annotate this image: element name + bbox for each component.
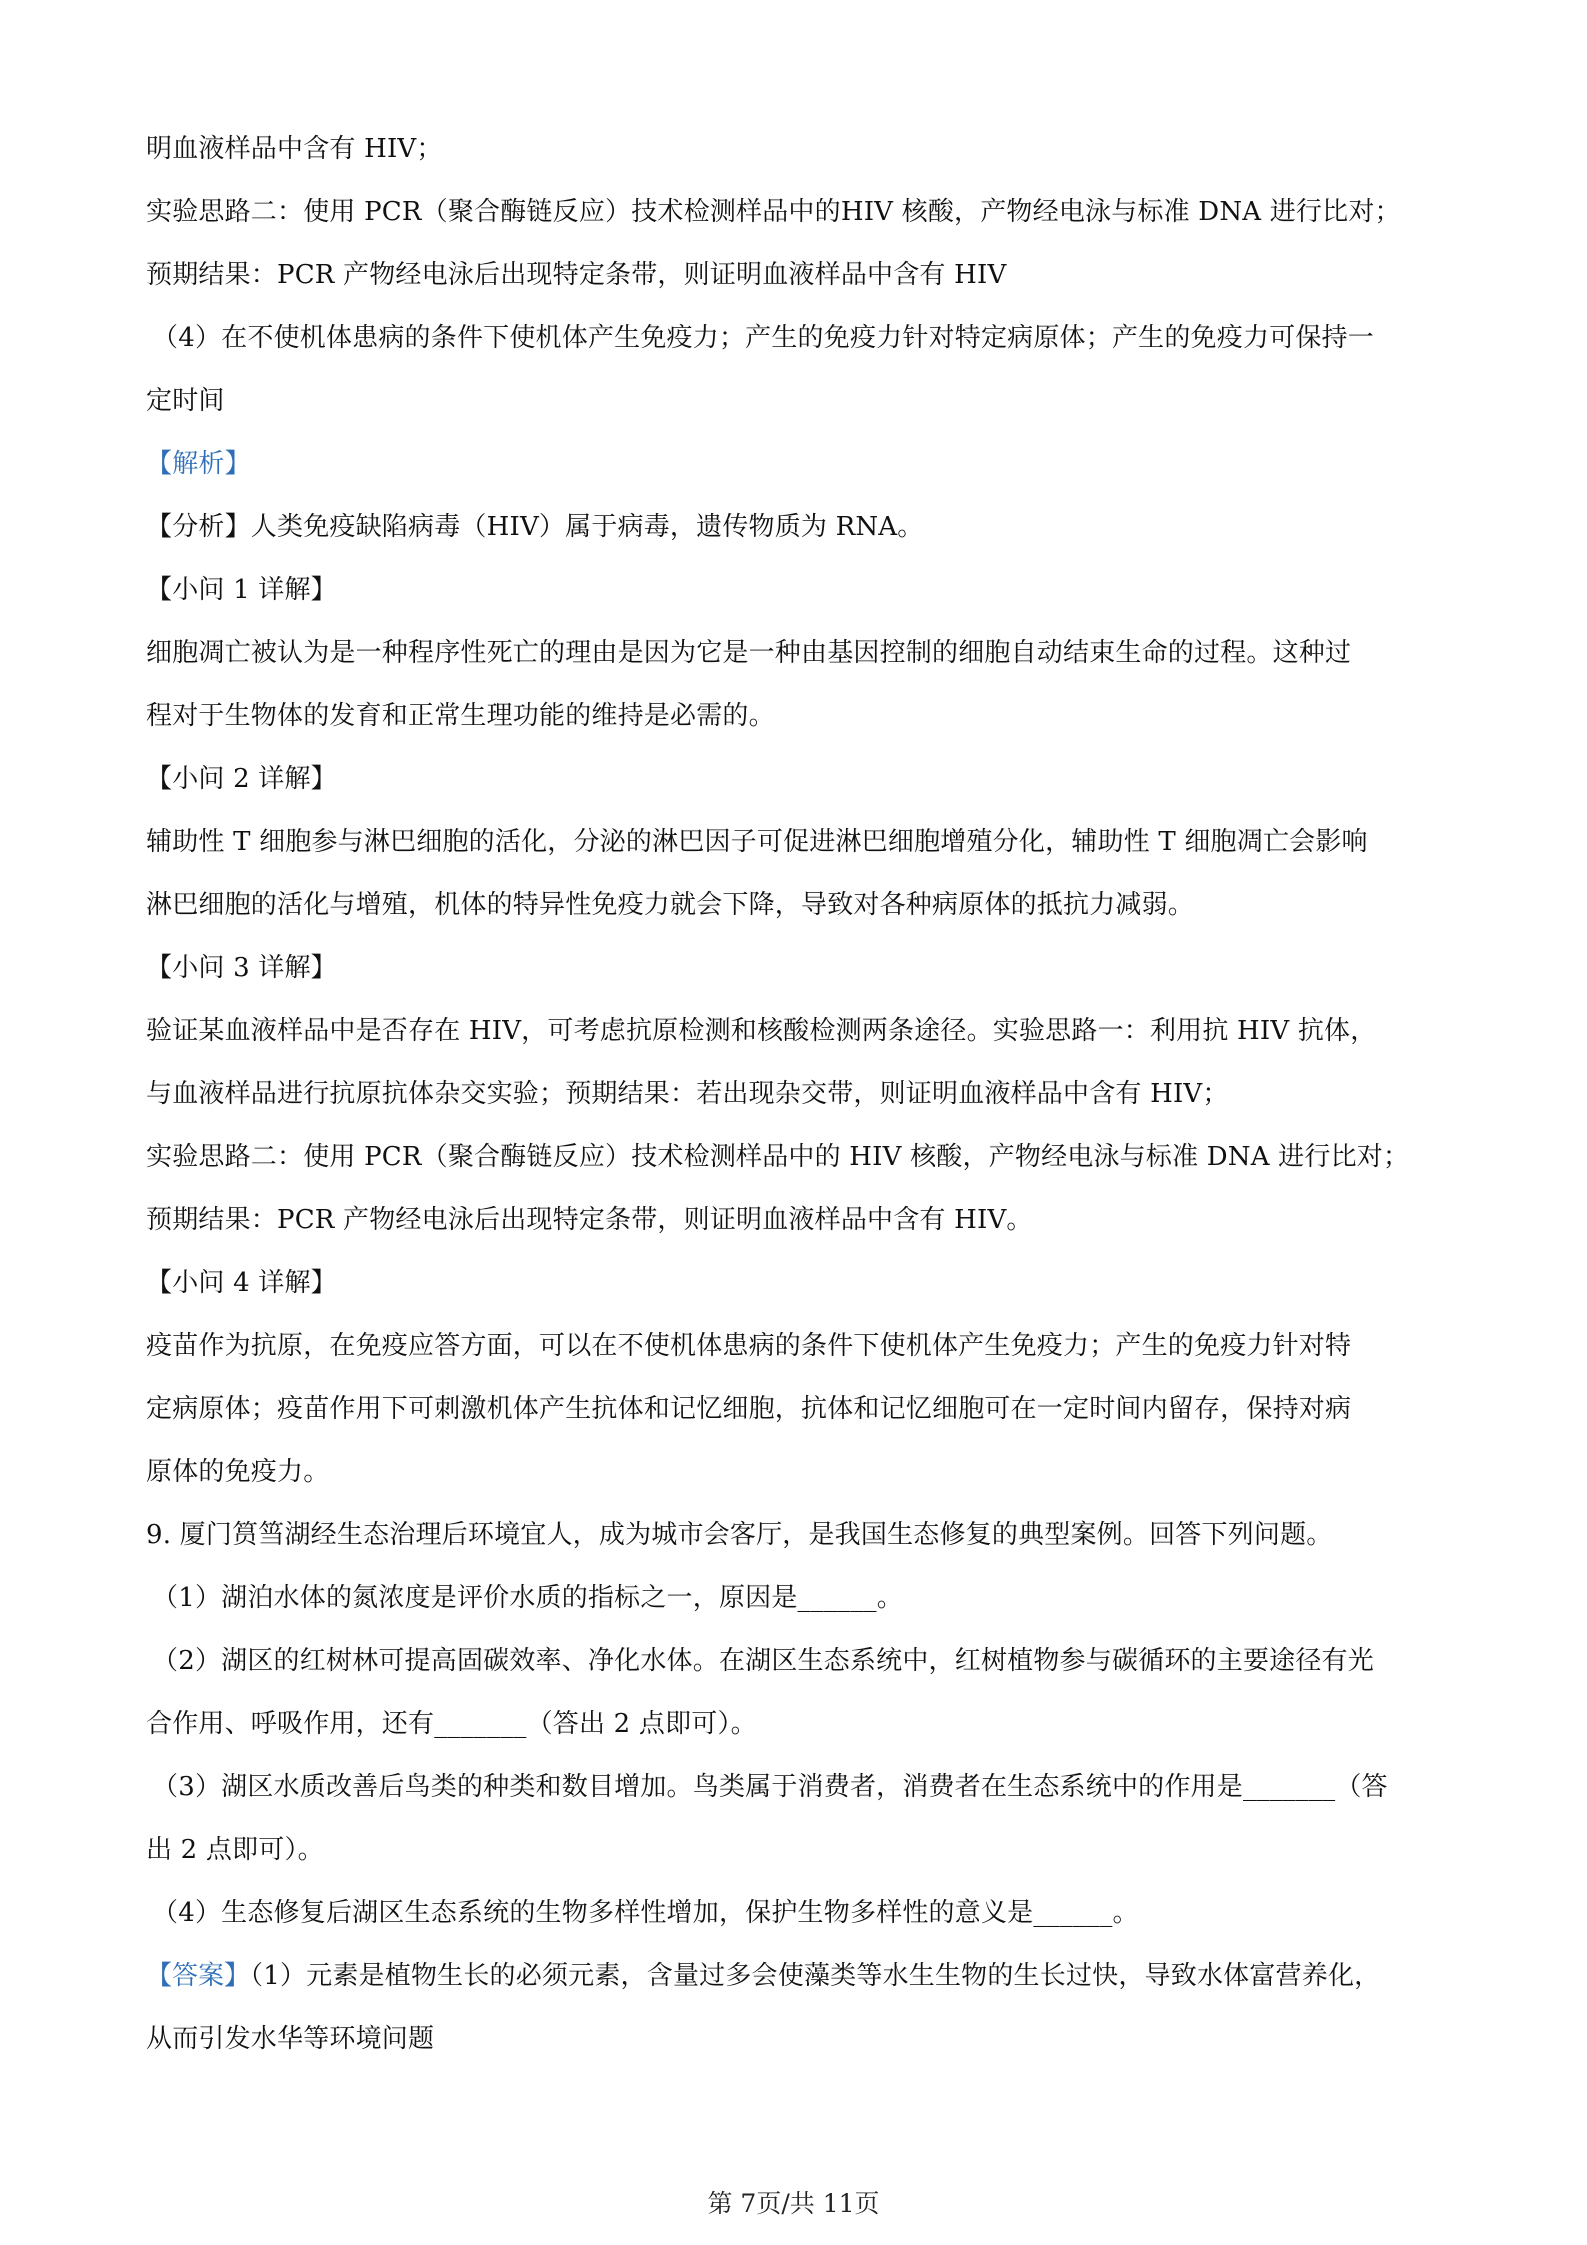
text-line: 定时间	[146, 386, 225, 416]
subquestion-1-heading: 【小问 1 详解】	[146, 575, 337, 605]
question-9-part-4: （4）生态修复后湖区生态系统的生物多样性增加，保护生物多样性的意义是______。	[152, 1898, 1139, 1928]
text-line: （4）在不使机体患病的条件下使机体产生免疫力；产生的免疫力针对特定病原体；产生的免疫力可保持一	[152, 323, 1374, 353]
text-line: 验证某血液样品中是否存在 HIV，可考虑抗原检测和核酸检测两条途径。实验思路一：利用抗 HIV 抗体，	[146, 1016, 1377, 1046]
text-line: 明血液样品中含有 HIV；	[146, 134, 443, 164]
analysis-heading: 【解析】	[146, 449, 251, 479]
text-line: 预期结果：PCR 产物经电泳后出现特定条带，则证明血液样品中含有 HIV	[146, 260, 1007, 290]
answer-tag: 【答案】	[146, 1961, 251, 1991]
text-line: 出 2 点即可）。	[146, 1835, 324, 1865]
subquestion-2-heading: 【小问 2 详解】	[146, 764, 337, 794]
text-line: 与血液样品进行抗原抗体杂交实验；预期结果：若出现杂交带，则证明血液样品中含有 HIV；	[146, 1079, 1229, 1109]
answer-line	[146, 1959, 1456, 1993]
text-line: 从而引发水华等环境问题	[146, 2024, 435, 2054]
question-9-part-1: （1）湖泊水体的氮浓度是评价水质的指标之一，原因是______。	[152, 1583, 903, 1613]
text-line: 程对于生物体的发育和正常生理功能的维持是必需的。	[146, 701, 775, 731]
text-line: 辅助性 T 细胞参与淋巴细胞的活化，分泌的淋巴因子可促进淋巴细胞增殖分化，辅助性 T 细胞凋亡会影响	[146, 827, 1368, 857]
text-line: 定病原体；疫苗作用下可刺激机体产生抗体和记忆细胞，抗体和记忆细胞可在一定时间内留存，保持对病	[146, 1394, 1352, 1424]
analysis-text: 【分析】人类免疫缺陷病毒（HIV）属于病毒，遗传物质为 RNA。	[146, 512, 924, 542]
page-footer: 第 7页/共 11页	[707, 2189, 880, 2218]
text-line: 实验思路二：使用 PCR（聚合酶链反应）技术检测样品中的 HIV 核酸，产物经电泳与标准 DNA 进行比对；	[146, 1142, 1410, 1172]
subquestion-4-heading: 【小问 4 详解】	[146, 1268, 337, 1298]
text-line: 原体的免疫力。	[146, 1457, 330, 1487]
question-9-stem: 9. 厦门筼筜湖经生态治理后环境宜人，成为城市会客厅，是我国生态修复的典型案例。回答下列问题。	[146, 1520, 1333, 1550]
text-line: 合作用、呼吸作用，还有_______（答出 2 点即可）。	[146, 1709, 757, 1739]
text-line: 疫苗作为抗原，在免疫应答方面，可以在不使机体患病的条件下使机体产生免疫力；产生的免疫力针对特	[146, 1331, 1352, 1361]
subquestion-3-heading: 【小问 3 详解】	[146, 953, 337, 983]
question-9-part-2: （2）湖区的红树林可提高固碳效率、净化水体。在湖区生态系统中，红树植物参与碳循环的主要途径有光	[152, 1646, 1374, 1676]
text-line: 细胞凋亡被认为是一种程序性死亡的理由是因为它是一种由基因控制的细胞自动结束生命的过程。这种过	[146, 638, 1352, 668]
answer-text: （1）元素是植物生长的必须元素，含量过多会使藻类等水生生物的生长过快，导致水体富营养化，	[250, 1961, 1381, 1991]
text-line: 预期结果：PCR 产物经电泳后出现特定条带，则证明血液样品中含有 HIV。	[146, 1205, 1033, 1235]
text-line: 实验思路二：使用 PCR（聚合酶链反应）技术检测样品中的HIV 核酸，产物经电泳与标准 DNA 进行比对；	[146, 197, 1401, 227]
question-9-part-3: （3）湖区水质改善后鸟类的种类和数目增加。鸟类属于消费者，消费者在生态系统中的作用是_______（答	[152, 1772, 1388, 1802]
text-line: 淋巴细胞的活化与增殖，机体的特异性免疫力就会下降，导致对各种病原体的抵抗力减弱。	[146, 890, 1195, 920]
